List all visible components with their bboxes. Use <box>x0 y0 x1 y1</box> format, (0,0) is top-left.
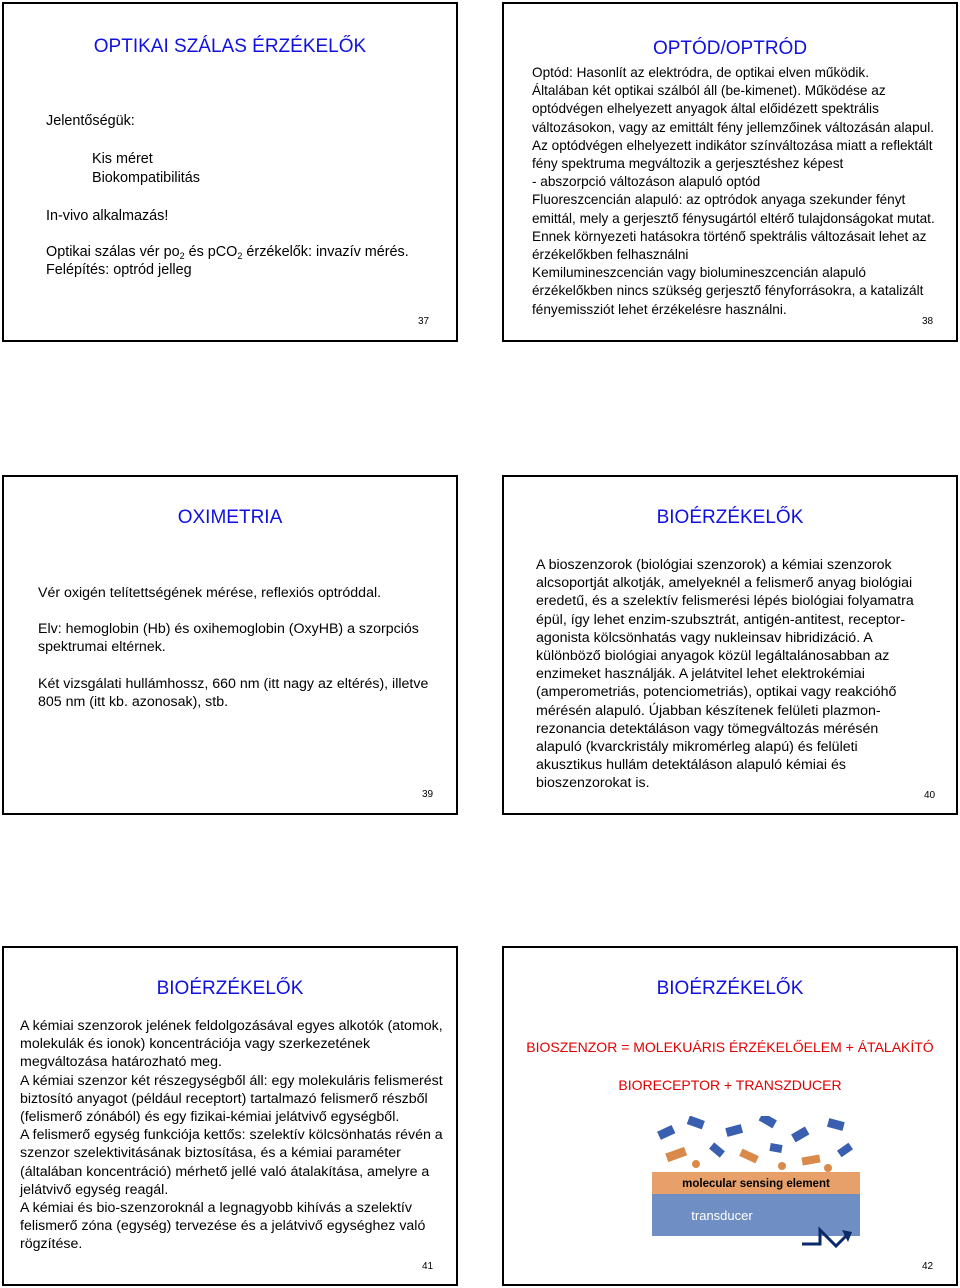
transducer-label: transducer <box>691 1208 753 1223</box>
biosensor-illustration <box>652 1116 860 1258</box>
slide-body <box>532 64 947 319</box>
paragraph: Az optódvégen elhelyezett indikátor színváltozása miatt a reflektált fény spektruma megváltozik a gerjesztéshez képest <box>532 137 933 172</box>
paragraph: Elv: hemoglobin (Hb) és oxihemoglobin (OxyHB) a szorpciós spektrumai eltérnek. <box>38 621 419 656</box>
slide-body <box>20 1017 446 1254</box>
paragraph: Optód: Hasonlít az elektródra, de optikai elven működik. <box>532 65 870 80</box>
paragraph: Fluoreszcencián alapuló: az optródok anyaga szekunder fényt emittál, mely a gerjesztő fénysugártól eltérő tulajdonságokat mutat. Ennek környezeti hatásokra történő spektrális változásait lehet az érzékelőkben felhasználni <box>532 192 935 263</box>
slide-title: OPTÓD/OPTRÓD <box>652 38 808 59</box>
paragraph: Kemilumineszcencián vagy biolumineszcencián alapuló érzékelőkben nincs szükség gerjesztő fényforrásokra, a katalizált fényemissziót lehet érzékelésre használni. <box>532 265 924 317</box>
list-item: Kis méret <box>92 151 153 167</box>
analyte-molecules <box>657 1116 853 1158</box>
bioreceptor-formula: BIORECEPTOR + TRANSZDUCER <box>618 1077 842 1093</box>
page-number: 37 <box>418 316 430 327</box>
slide-38 <box>502 2 958 342</box>
page-number: 42 <box>922 1261 934 1272</box>
page-number: 40 <box>924 790 936 801</box>
structure-line: Felépítés: optród jelleg <box>46 262 192 278</box>
slide-title: OXIMETRIA <box>177 507 283 528</box>
paragraph: A kémiai szenzor két részegységből áll: egy molekuláris felismerést biztosító anyagot (például receptort) tartalmazó felismerő részből (felismerő zónából) és egy fizikai-kémiai jelátvivő egységből. <box>20 1072 443 1126</box>
biosensor-formula: BIOSZENZOR = MOLEKUÁRIS ÉRZÉKELŐELEM + ÁTALAKÍTÓ <box>526 1039 934 1055</box>
paragraph: A bioszenzorok (biológiai szenzorok) a kémiai szenzorok alcsoportját alkotják, amelyeknél a felismerő anyag biológiai eredetű, és a szelektív felismerési lépés biológiai folyamatra épül, így lehet enzim-szubsztrát, antigén-antitest, receptor-agonista kölcsönhatás vagy nukleinsav hibridizáció. A különböző biológiai anyagok közül legáltalánosabban az enzimeket használják. A jelátvitel lehet elektrokémiai (amperometriás, potenciometriás), optikai vagy reakcióhő mérésén alapuló. Újabban készítenek felületi plazmon-rezonancia detektáláson vagy tömegváltozás mérésén alapuló (kvarckristály mikromérleg alapú) és felületi akusztikus hullám detektáláson alapuló kémiai és bioszenzorokat is. <box>536 557 914 792</box>
paragraph: Két vizsgálati hullámhossz, 660 nm (itt nagy az eltérés), illetve 805 nm (itt kb. azonosak), stb. <box>38 675 429 710</box>
paragraph: Általában két optikai szálból áll (be-kimenet). Működése az optódvégen elhelyezett anyagok által előidézett spektrális változásokon, vagy az emittált fény jellemzőinek változásán alapul. <box>532 83 934 135</box>
line-part: Optikai szálas vér po <box>46 244 180 260</box>
paragraph: A kémiai szenzorok jelének feldolgozásával egyes alkotók (atomok, molekulák és ionok) koncentrációja vagy szerkezetének megváltozása határozható meg. <box>20 1018 443 1071</box>
slide-39 <box>2 475 458 815</box>
slide-37 <box>2 2 458 342</box>
subscript: 2 <box>179 251 185 261</box>
slide-41 <box>2 946 458 1286</box>
significance-label: Jelentőségük: <box>46 113 135 129</box>
paragraph: A kémiai és bio-szenzoroknál a legnagyobb kihívás a szelektív felismerő zóna (egység) tervezése és a jelátvivő egységhez való rögzítése. <box>20 1200 426 1253</box>
line-part: érzékelők: invazív mérés. <box>242 244 409 260</box>
sensing-element-label: molecular sensing element <box>682 1178 830 1190</box>
subscript: 2 <box>237 251 243 261</box>
slide-title: BIOÉRZÉKELŐK <box>656 978 804 999</box>
slide-title: BIOÉRZÉKELŐK <box>156 978 304 999</box>
slide-42 <box>502 946 958 1286</box>
slide-title: BIOÉRZÉKELŐK <box>656 507 804 528</box>
page-number: 41 <box>422 1261 434 1272</box>
paragraph: - abszorpció változáson alapuló optód <box>532 174 761 190</box>
page-number: 39 <box>422 789 434 800</box>
biosensor-diagram <box>652 1116 860 1258</box>
transducer-layer <box>652 1194 860 1236</box>
slide-body <box>536 556 926 793</box>
slide-body <box>38 584 438 711</box>
invivo-text: In-vivo alkalmazás! <box>46 208 169 224</box>
paragraph: A felismerő egység funkciója kettős: szelektív kölcsönhatás révén a szenzor szelektivitásának biztosítása, és a kémiai paraméter (általában koncentráció) mérhető jellé való átalakítása, amelyre a jelátvivő egység reagál. <box>20 1127 443 1198</box>
paragraph: Vér oxigén telítettségének mérése, reflexiós optróddal. <box>38 585 382 601</box>
slide-title: OPTIKAI SZÁLAS ÉRZÉKELŐK <box>93 36 367 57</box>
list-item: Biokompatibilitás <box>92 170 200 186</box>
line-part: és pCO <box>184 244 238 260</box>
slide-40 <box>502 475 958 815</box>
page-number: 38 <box>922 316 934 327</box>
receptors <box>665 1147 832 1172</box>
